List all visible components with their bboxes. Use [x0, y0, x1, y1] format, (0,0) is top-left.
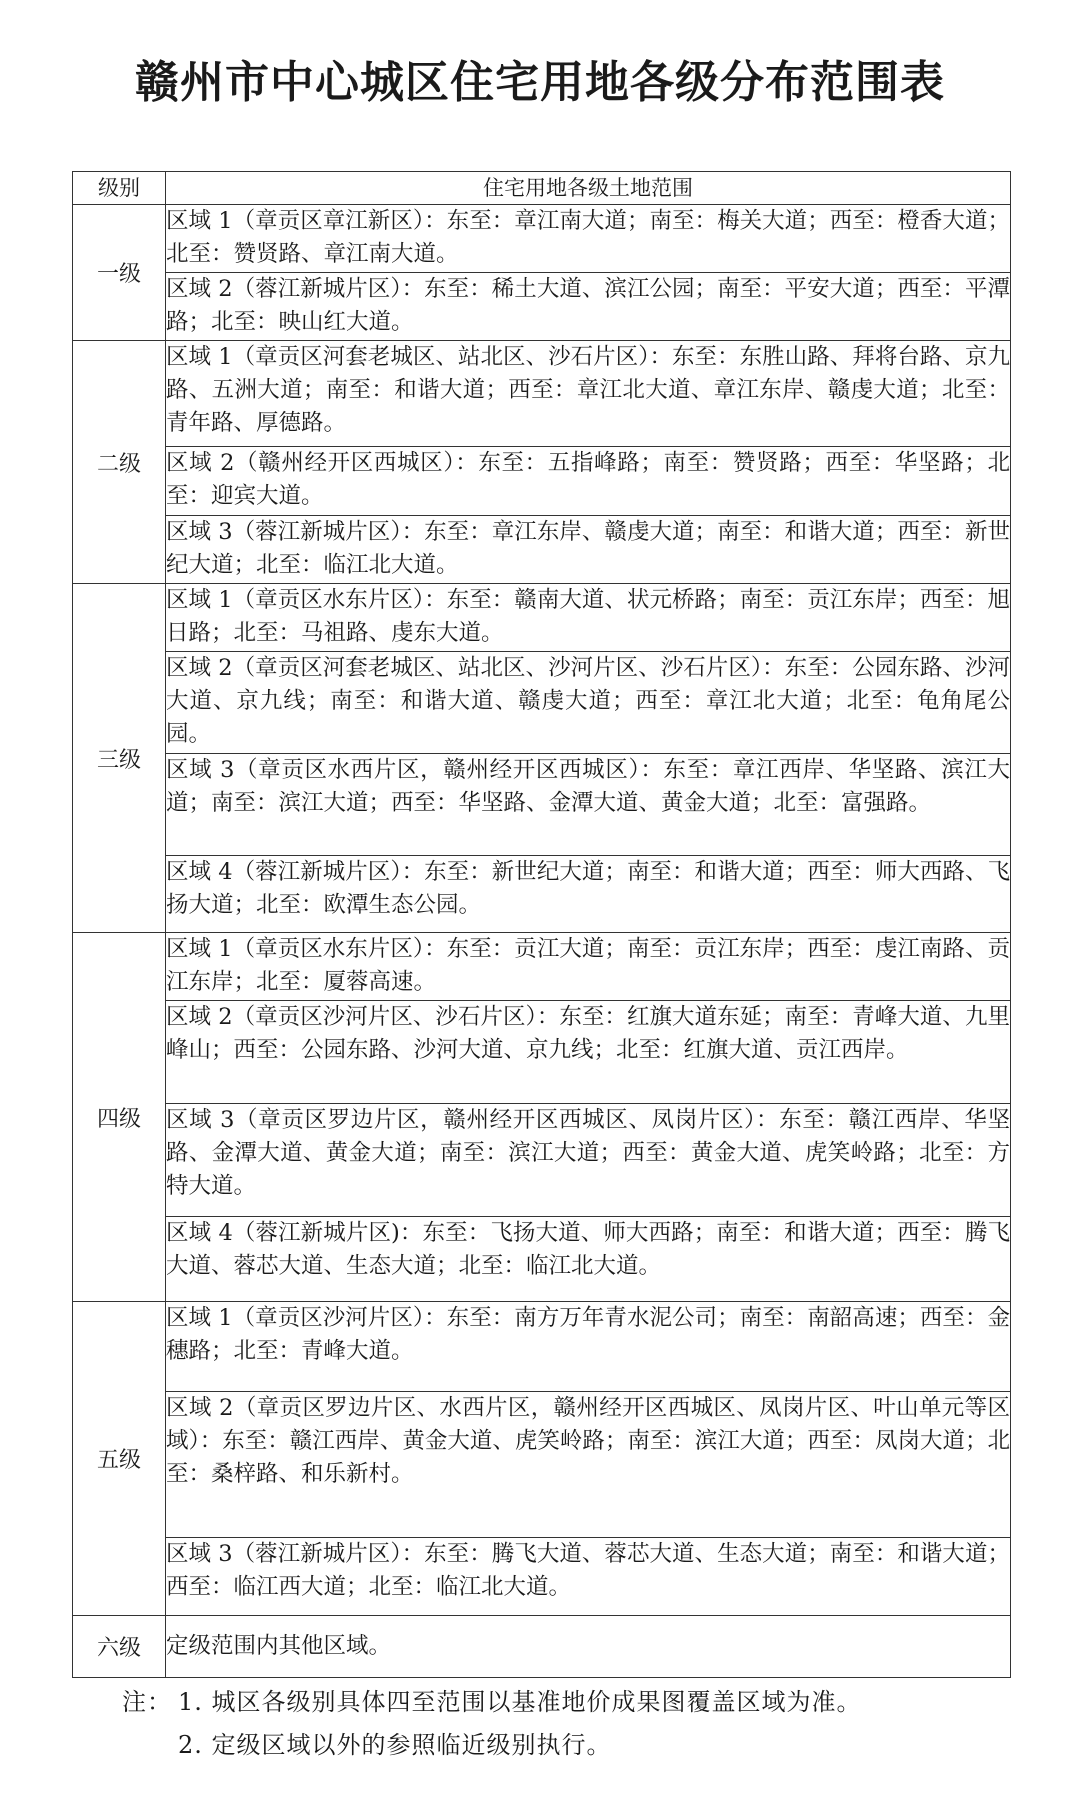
table-row — [73, 205, 1011, 273]
region-cell: 区域 2（赣州经开区西城区）：东至：五指峰路；南至：赞贤路；西至：华坚路；北至：迎宾大道。 — [166, 447, 1011, 516]
region-cell: 区域 2（章贡区河套老城区、站北区、沙河片区、沙石片区）：东至：公园东路、沙河大道、京九线；南至：和谐大道、赣虔大道；西至：章江北大道；北至：龟角尾公园。 — [166, 652, 1011, 754]
table-row — [73, 856, 1011, 933]
region-cell: 区域 3（章贡区罗边片区，赣州经开区西城区、凤岗片区）：东至：赣江西岸、华坚路、金潭大道、黄金大道；南至：滨江大道；西至：黄金大道、虎笑岭路；北至：方特大道。 — [166, 1104, 1011, 1217]
table-row — [73, 754, 1011, 856]
page-title: 赣州市中心城区住宅用地各级分布范围表 — [135, 57, 945, 108]
region-cell: 区域 2（章贡区罗边片区、水西片区，赣州经开区西城区、凤岗片区、叶山单元等区域）：东至：赣江西岸、黄金大道、虎笑岭路；南至：滨江大道；西至：凤岗大道；北至：桑梓路、和乐新村。 — [166, 1392, 1011, 1538]
level-2-cell: 二级 — [73, 341, 166, 584]
table-row — [73, 447, 1011, 516]
level-3-cell: 三级 — [73, 584, 166, 933]
region-cell: 区域 1（章贡区河套老城区、站北区、沙石片区）：东至：东胜山路、拜将台路、京九路、五洲大道；南至：和谐大道；西至：章江北大道、章江东岸、赣虔大道；北至：青年路、厚德路。 — [166, 341, 1011, 447]
table-row — [73, 1104, 1011, 1217]
region-cell: 区域 2（蓉江新城片区）：东至：稀土大道、滨江公园；南至：平安大道；西至：平潭路；北至：映山红大道。 — [166, 273, 1011, 341]
note-prefix: 注： — [122, 1688, 172, 1716]
header-scope: 住宅用地各级土地范围 — [166, 172, 1011, 205]
table-row — [73, 273, 1011, 341]
table-row — [73, 933, 1011, 1001]
table-row — [73, 1616, 1011, 1678]
level-1-cell: 一级 — [73, 205, 166, 341]
region-cell: 区域 1（章贡区水东片区）：东至：赣南大道、状元桥路；南至：贡江东岸；西至：旭日路；北至：马祖路、虔东大道。 — [166, 584, 1011, 652]
region-cell: 区域 4（蓉江新城片区）：东至：新世纪大道；南至：和谐大道；西至：师大西路、飞扬大道；北至：欧潭生态公园。 — [166, 856, 1011, 933]
table-row — [73, 1538, 1011, 1616]
table-row — [73, 584, 1011, 652]
land-level-table — [72, 171, 1011, 1678]
level-4-cell: 四级 — [73, 933, 166, 1302]
table-row — [73, 1217, 1011, 1302]
region-cell: 区域 4（蓉江新城片区)：东至：飞扬大道、师大西路；南至：和谐大道；西至：腾飞大道、蓉芯大道、生态大道；北至：临江北大道。 — [166, 1217, 1011, 1302]
region-cell: 区域 1（章贡区章江新区）：东至：章江南大道；南至：梅关大道；西至：橙香大道；北至：赞贤路、章江南大道。 — [166, 205, 1011, 273]
table-row — [73, 1392, 1011, 1538]
region-cell: 区域 3（蓉江新城片区）：东至：章江东岸、赣虔大道；南至：和谐大道；西至：新世纪大道；北至：临江北大道。 — [166, 516, 1011, 584]
header-level: 级别 — [73, 172, 166, 205]
region-cell: 区域 1（章贡区沙河片区）：东至：南方万年青水泥公司；南至：南韶高速；西至：金穗路；北至：青峰大道。 — [166, 1302, 1011, 1392]
table-row — [73, 1001, 1011, 1104]
level-6-cell: 六级 — [73, 1616, 166, 1678]
region-cell: 区域 2（章贡区沙河片区、沙石片区）：东至：红旗大道东延；南至：青峰大道、九里峰山；西至：公园东路、沙河大道、京九线；北至：红旗大道、贡江西岸。 — [166, 1001, 1011, 1104]
table-row — [73, 1302, 1011, 1392]
region-cell: 区域 1（章贡区水东片区）：东至：贡江大道；南至：贡江东岸；西至：虔江南路、贡江东岸；北至：厦蓉高速。 — [166, 933, 1011, 1001]
region-cell: 区域 3（章贡区水西片区，赣州经开区西城区）：东至：章江西岸、华坚路、滨江大道；南至：滨江大道；西至：华坚路、金潭大道、黄金大道；北至：富强路。 — [166, 754, 1011, 856]
region-cell: 定级范围内其他区域。 — [166, 1616, 1011, 1678]
region-cell: 区域 3（蓉江新城片区）：东至：腾飞大道、蓉芯大道、生态大道；南至：和谐大道；西至：临江西大道；北至：临江北大道。 — [166, 1538, 1011, 1616]
table-row — [73, 652, 1011, 754]
note-item-2: 2. 定级区域以外的参照临近级别执行。 — [178, 1731, 612, 1759]
table-row — [73, 341, 1011, 447]
note-item-1: 1. 城区各级别具体四至范围以基准地价成果图覆盖区域为准。 — [178, 1688, 862, 1716]
level-5-cell: 五级 — [73, 1302, 166, 1616]
table-header-row — [73, 172, 1011, 205]
table-row — [73, 516, 1011, 584]
